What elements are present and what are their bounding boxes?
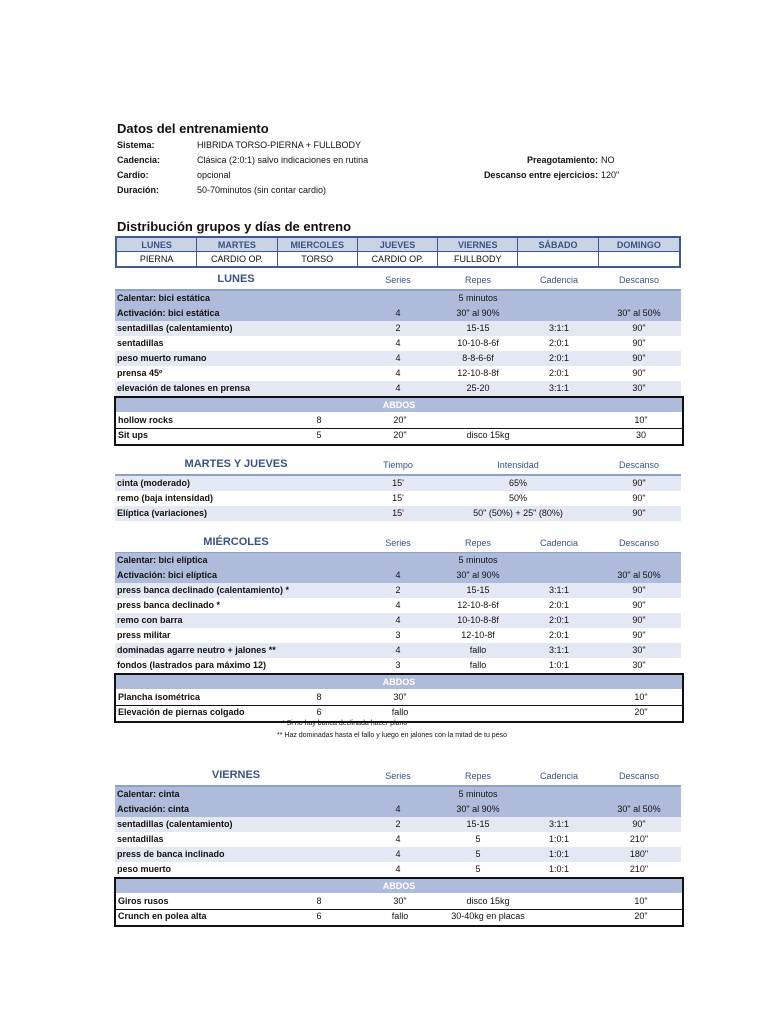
exercise-row (115, 381, 681, 396)
exercise-row (115, 291, 681, 306)
col-header-repes: Repes (464, 771, 492, 781)
exercise-row (115, 802, 681, 817)
cell-repes: 30" al 90% (456, 308, 500, 318)
cell-descanso: 90" (632, 478, 646, 488)
day-group (518, 252, 598, 266)
exercise-name: sentadillas (calentamiento) (117, 323, 233, 333)
days-grid (115, 236, 681, 268)
exercise-name: press militar (117, 630, 171, 640)
abdos-row (116, 428, 682, 443)
exercise-name: Calentar: bici elíptica (117, 555, 208, 565)
cell-cadencia: 2:0:1 (548, 338, 570, 348)
abdos-extra: 30-40kg en placas (451, 911, 525, 921)
distribution-title: Distribución grupos y días de entreno (117, 219, 352, 234)
info-label-duracion: Duración: (117, 185, 160, 195)
exercise-name: press banca declinado (calentamiento) * (117, 585, 290, 595)
exercise-name: press de banca inclinado (117, 849, 225, 859)
day-group: CARDIO OP. (358, 252, 438, 266)
col-header-series: Series (385, 275, 411, 285)
exercise-name: remo con barra (117, 615, 183, 625)
cell-cadencia: 2:0:1 (548, 368, 570, 378)
viernes-header (115, 769, 681, 788)
abdos-row (116, 413, 682, 429)
exercise-name: fondos (lastrados para máximo 12) (117, 660, 267, 670)
cell-repes: 5 minutos (458, 293, 498, 303)
exercise-row (115, 847, 681, 862)
cell-descanso: 90" (632, 508, 646, 518)
cell-intensidad: 50" (50%) + 25" (80%) (473, 508, 563, 518)
exercise-name: prensa 45º (117, 368, 163, 378)
day-header: MIERCOLES (278, 238, 358, 252)
info-value-cadencia: Clásica (2:0:1) salvo indicaciones en rutina (197, 155, 369, 165)
info-label-descanso: Descanso entre ejercicios: (483, 170, 598, 180)
exercise-name: sentadillas (117, 834, 164, 844)
cell-descanso: 30" (632, 645, 646, 655)
cell-repes: 10-10-8-6f (457, 338, 499, 348)
cell-repes: fallo (469, 645, 487, 655)
cell-cadencia: 3:1:1 (548, 645, 570, 655)
cell-repes: 15-15 (466, 585, 490, 595)
cell-series: 2 (395, 323, 401, 333)
exercise-row (115, 787, 681, 802)
abdos-series: 6 (316, 911, 322, 921)
day-header: VIERNES (438, 238, 518, 252)
day-header: SÁBADO (518, 238, 598, 252)
cell-intensidad: 65% (508, 478, 528, 488)
info-value-preagotamiento: NO (601, 155, 615, 165)
exercise-name: dominadas agarre neutro + jalones ** (117, 645, 276, 655)
day-group: PIERNA (117, 252, 197, 266)
cell-descanso: 30" al 50% (617, 570, 661, 580)
cell-repes: 30" al 90% (456, 570, 500, 580)
cell-cadencia: 3:1:1 (548, 383, 570, 393)
abdos-row (116, 894, 682, 910)
cell-series: 3 (395, 660, 401, 670)
cell-cadencia: 1:0:1 (548, 834, 570, 844)
abdos-label: ABDOS (116, 398, 682, 412)
exercise-row (115, 321, 681, 336)
abdos-series: 5 (316, 430, 322, 440)
viernes-title: VIERNES (211, 769, 261, 781)
cell-cadencia: 3:1:1 (548, 585, 570, 595)
col-header-cadencia: Cadencia (539, 771, 579, 781)
exercise-name: remo (baja intensidad) (117, 493, 214, 503)
abdos-series: 8 (316, 415, 322, 425)
exercise-row (115, 598, 681, 613)
cell-series: 4 (395, 849, 401, 859)
exercise-name: peso muerto (117, 864, 172, 874)
lunes-title: LUNES (217, 273, 255, 285)
cell-series: 3 (395, 630, 401, 640)
abdos-descanso: 10" (634, 415, 648, 425)
cell-descanso: 90" (632, 819, 646, 829)
cell-series: 4 (395, 383, 401, 393)
day-header: JUEVES (358, 238, 438, 252)
exercise-row (115, 817, 681, 832)
exercise-name: Activación: cinta (117, 804, 190, 814)
exercise-name: sentadillas (117, 338, 164, 348)
cell-descanso: 90" (632, 323, 646, 333)
abdos-reps: 30" (393, 896, 407, 906)
cell-repes: 15-15 (466, 819, 490, 829)
cell-repes: 5 (475, 834, 481, 844)
abdos-reps: fallo (391, 911, 409, 921)
info-label-cadencia: Cadencia: (117, 155, 161, 165)
exercise-name: elevación de talones en prensa (117, 383, 251, 393)
cell-series: 4 (395, 864, 401, 874)
cell-descanso: 210" (629, 864, 649, 874)
day-header: DOMINGO (599, 238, 679, 252)
col-header-repes: Repes (464, 538, 492, 548)
abdos-reps: 20" (393, 430, 407, 440)
cell-descanso: 90" (632, 368, 646, 378)
cell-descanso: 90" (632, 615, 646, 625)
exercise-name: press banca declinado * (117, 600, 221, 610)
cell-series: 4 (395, 615, 401, 625)
exercise-name: Elíptica (variaciones) (117, 508, 208, 518)
cell-repes: 5 minutos (458, 555, 498, 565)
exercise-name: Calentar: cinta (117, 789, 180, 799)
day-group (599, 252, 679, 266)
day-group: TORSO (278, 252, 358, 266)
cell-repes: 25-20 (466, 383, 490, 393)
exercise-row (115, 568, 681, 583)
abdos-row (116, 705, 682, 720)
cell-descanso: 90" (632, 585, 646, 595)
exercise-row (115, 336, 681, 351)
exercise-row (115, 306, 681, 321)
exercise-name: peso muerto rumano (117, 353, 207, 363)
exercise-row (115, 613, 681, 628)
abdos-extra: disco 15kg (466, 896, 510, 906)
info-value-descanso: 120" (601, 170, 620, 180)
day-header: MARTES (197, 238, 277, 252)
cell-descanso: 90" (632, 338, 646, 348)
cell-series: 4 (395, 570, 401, 580)
cell-cadencia: 2:0:1 (548, 600, 570, 610)
abdos-reps: 20" (393, 415, 407, 425)
abdos-descanso: 10" (634, 692, 648, 702)
info-value-cardio: opcional (197, 170, 231, 180)
cell-cadencia: 2:0:1 (548, 615, 570, 625)
cell-descanso: 30" (632, 383, 646, 393)
abdos-series: 8 (316, 896, 322, 906)
cell-cadencia: 2:0:1 (548, 353, 570, 363)
col-header-repes: Repes (464, 275, 492, 285)
col-header-series: Series (385, 538, 411, 548)
cell-repes: 5 (475, 864, 481, 874)
day-group: CARDIO OP. (197, 252, 277, 266)
day-group: FULLBODY (438, 252, 518, 266)
lunes-header (115, 273, 681, 292)
miercoles-title: MIÉRCOLES (203, 536, 269, 548)
abdos-series: 6 (316, 707, 322, 717)
cell-series: 2 (395, 585, 401, 595)
exercise-row (115, 583, 681, 598)
cell-tiempo: 15' (392, 508, 404, 518)
abdos-series: 8 (316, 692, 322, 702)
abdos-descanso: 20" (634, 707, 648, 717)
cell-tiempo: 15' (392, 493, 404, 503)
abdos-row (116, 909, 682, 924)
exercise-row (115, 366, 681, 381)
exercise-row (115, 628, 681, 643)
col-header-cadencia: Cadencia (539, 275, 579, 285)
cell-descanso: 180" (629, 849, 649, 859)
cell-series: 2 (395, 819, 401, 829)
abdos-name: hollow rocks (118, 415, 174, 425)
info-value-sistema: HIBRIDA TORSO-PIERNA + FULLBODY (197, 140, 361, 150)
col-header-descanso: Descanso (618, 275, 660, 285)
cell-descanso: 90" (632, 600, 646, 610)
info-value-duracion: 50-70minutos (sin contar cardio) (197, 185, 327, 195)
cell-series: 4 (395, 368, 401, 378)
abdos-descanso: 10" (634, 896, 648, 906)
cell-cadencia: 3:1:1 (548, 323, 570, 333)
cell-repes: 5 (475, 849, 481, 859)
exercise-row (115, 491, 681, 506)
exercise-name: Activación: bici elíptica (117, 570, 218, 580)
col-header-cadencia: Cadencia (539, 538, 579, 548)
abdos-name: Crunch en polea alta (118, 911, 207, 921)
info-label-sistema: Sistema: (117, 140, 155, 150)
cell-cadencia: 1:0:1 (548, 864, 570, 874)
col-header-descanso: Descanso (618, 538, 660, 548)
col-header-intensidad: Intensidad (497, 460, 539, 470)
abdos-row (116, 690, 682, 706)
cell-descanso: 210" (629, 834, 649, 844)
cell-tiempo: 15' (392, 478, 404, 488)
day-header: LUNES (117, 238, 197, 252)
cell-descanso: 90" (632, 353, 646, 363)
cell-descanso: 30" (632, 660, 646, 670)
cell-repes: 15-15 (466, 323, 490, 333)
cell-series: 4 (395, 645, 401, 655)
abdos-name: Giros rusos (118, 896, 169, 906)
exercise-name: Activación: bici estática (117, 308, 220, 318)
col-header-tiempo: Tiempo (383, 460, 413, 470)
cell-repes: 12-10-8-8f (457, 368, 499, 378)
cell-cadencia: 2:0:1 (548, 630, 570, 640)
cell-repes: 12-10-8f (461, 630, 495, 640)
cell-descanso: 30" al 50% (617, 804, 661, 814)
abdos-label: ABDOS (116, 675, 682, 689)
cell-repes: 30" al 90% (456, 804, 500, 814)
martes-header (115, 458, 681, 477)
cell-intensidad: 50% (508, 493, 528, 503)
info-label-cardio: Cardio: (117, 170, 149, 180)
lunes-abdos-box (114, 396, 684, 446)
footnote-2: ** Haz dominadas hasta el fallo y luego en jalones con la mitad de tu peso (277, 732, 507, 739)
exercise-row (115, 351, 681, 366)
viernes-abdos-box (114, 877, 684, 927)
cell-cadencia: 3:1:1 (548, 819, 570, 829)
cell-repes: 8-8-6-6f (462, 353, 494, 363)
cell-series: 4 (395, 338, 401, 348)
exercise-name: sentadillas (calentamiento) (117, 819, 233, 829)
abdos-name: Plancha isométrica (118, 692, 201, 702)
abdos-name: Sit ups (118, 430, 149, 440)
cell-series: 4 (395, 804, 401, 814)
exercise-row (115, 643, 681, 658)
info-label-preagotamiento: Preagotamiento: (526, 155, 598, 165)
footnote-1: * Si no hay banca declinada hacer plano (282, 720, 408, 727)
exercise-row (115, 553, 681, 568)
cell-cadencia: 1:0:1 (548, 660, 570, 670)
abdos-descanso: 30 (635, 430, 647, 440)
cell-series: 4 (395, 353, 401, 363)
page-title: Datos del entrenamiento (117, 121, 269, 136)
cell-cadencia: 1:0:1 (548, 849, 570, 859)
abdos-reps: fallo (391, 707, 409, 717)
cell-series: 4 (395, 600, 401, 610)
exercise-name: cinta (moderado) (117, 478, 191, 488)
exercise-row (115, 862, 681, 877)
abdos-name: Elevación de piernas colgado (118, 707, 245, 717)
martes-title: MARTES Y JUEVES (184, 458, 288, 470)
cell-repes: 12-10-8-6f (457, 600, 499, 610)
exercise-row (115, 658, 681, 673)
cell-descanso: 30" al 50% (617, 308, 661, 318)
cell-repes: 5 minutos (458, 789, 498, 799)
cell-descanso: 90" (632, 630, 646, 640)
cell-series: 4 (395, 834, 401, 844)
exercise-row (115, 476, 681, 491)
cell-series: 4 (395, 308, 401, 318)
exercise-name: Calentar: bici estática (117, 293, 211, 303)
col-header-descanso: Descanso (618, 771, 660, 781)
cell-repes: fallo (469, 660, 487, 670)
miercoles-abdos-box (114, 673, 684, 723)
exercise-row (115, 506, 681, 521)
col-header-descanso: Descanso (618, 460, 660, 470)
abdos-label: ABDOS (116, 879, 682, 893)
abdos-descanso: 20" (634, 911, 648, 921)
abdos-reps: 30" (393, 692, 407, 702)
exercise-row (115, 832, 681, 847)
cell-descanso: 90" (632, 493, 646, 503)
col-header-series: Series (385, 771, 411, 781)
cell-repes: 10-10-8-8f (457, 615, 499, 625)
abdos-extra: disco 15kg (466, 430, 510, 440)
